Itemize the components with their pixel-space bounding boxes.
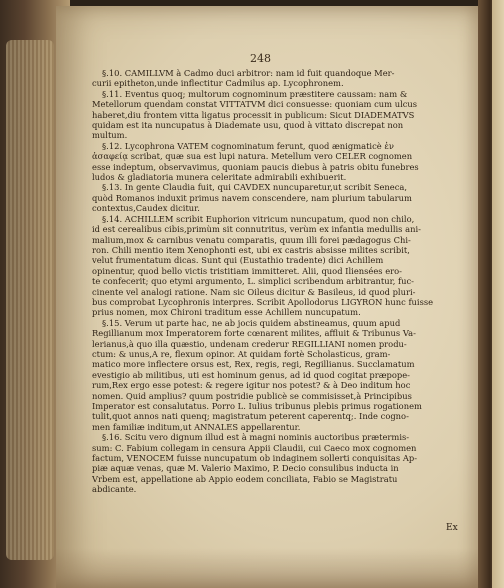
- text-line: opinentur, quod bello victis tristitiam immitteret. Alii, quod Iliensées ero-: [92, 265, 402, 276]
- next-page-edge: [492, 0, 504, 588]
- text-line: velut frumentatum dicas. Sunt qui (Eustathio tradente) dici Achillem: [92, 255, 384, 266]
- text-line: tulit,quot annos nati quenq; magistratum peterent caperentq;. Inde cogno-: [92, 411, 409, 422]
- text-line: §.13. In gente Claudia fuit, qui CAVDEX nuncuparetur,ut scribit Seneca,: [102, 182, 408, 193]
- page-number: 248: [250, 52, 271, 65]
- text-line: sum: C. Fabium collegam in censura Appii Claudii, cui Caeco mox cognomen: [92, 442, 417, 453]
- text-line: malium,mox & carnibus venatu comparatis, quum illi forei pædagogus Chi-: [92, 234, 411, 245]
- text-line: Imperator est consalutatus. Porro L. Iulius tribunus plebis primus rogationem: [92, 401, 422, 411]
- text-line: abdicante.: [92, 484, 137, 495]
- text-line: §.11. Eventus quoq; multorum cognominum præstitere caussam: nam &: [102, 88, 408, 99]
- catchword: Ex: [446, 523, 458, 533]
- text-line: §.10. CAMILLVM à Cadmo duci arbitror: nam id fuit quandoque Mer-: [102, 68, 395, 78]
- text-line: §.15. Verum ut parte hac, ne ab jocis quidem abstineamus, quum apud: [102, 317, 401, 328]
- text-line: ctum: & unus,A re, flexum opinor. At quidam fortè Scholasticus, gram-: [92, 348, 391, 359]
- text-line: cinente vel analogi ratione. Nam sic Oileus dicitur & Basileus, id quod pluri-: [92, 286, 416, 297]
- text-line: haberet,diu frontem vitta ligatus processit in publicum: Sicut DIADEMATVS: [92, 109, 415, 120]
- text-line: quòd Romanos induxit primus navem conscendere, nam plurium tabularum: [92, 192, 412, 203]
- text-line: men familiæ inditum,ut ANNALES appellarentur.: [92, 421, 301, 432]
- text-line: te confecerit; quo etymi argumento, L. simplici scribendum arbitrantur, fuc-: [92, 276, 414, 287]
- text-line: esse indeptum, observavimus, quoniam paucis diebus à patris obitu funebres: [92, 161, 419, 172]
- text-line: multum.: [92, 130, 128, 141]
- text-line: matico more inflectere orsus est, Rex, regis, regi, Regillianus. Succlamatum: [92, 359, 415, 370]
- page-text: [92, 68, 470, 495]
- text-line: rum,Rex ergo esse potest: & regere igitur nos potest? & à Deo inditum hoc: [92, 380, 411, 391]
- text-line: nomen. Quid amplius? quum postridie publicè se commisisset,à Principibus: [92, 390, 412, 401]
- text-line: evestigio ab militibus, uti est hominum genus, ad id quod cogitat præpope-: [92, 369, 410, 380]
- text-line: ludos & gladiatoria munera celeritate admirabili exhibuerit.: [92, 172, 347, 183]
- text-line: piæ aquæ venas, quæ M. Valerio Maximo, P. Decio consulibus inducta in: [92, 463, 399, 474]
- text-line: ἀσαφείᾳ scribat, quæ sua est lupi natura. Metellum vero CELER cognomen: [92, 151, 413, 162]
- text-line: bus comprobat Lycophronis interpres. Scribit Apollodorus LIGYRON hunc fuisse: [92, 296, 434, 307]
- text-line: Regillianum mox Imperatorem forte cœnarent milites, affluit & Tribunus Va-: [92, 328, 416, 339]
- text-line: factum, VENOCEM fuisse nuncupatum ob indaginem sollerti conquisitas Ap-: [92, 453, 418, 464]
- text-line: contextus,Caudex dicitur.: [92, 203, 200, 214]
- text-line: id est cerealibus cibis,primùm sit connutritus, verùm ex infantia medullis ani-: [92, 224, 421, 235]
- text-line: Metellorum quendam constat VITTATVM dici consuesse: quoniam cum ulcus: [92, 99, 418, 110]
- text-line: curii epitheton,unde inflectitur Cadmilus ap. Lycophronem.: [92, 78, 344, 89]
- text-line: prius nomen, mox Chironi traditum esse Achillem nuncupatum.: [92, 307, 361, 318]
- text-line: quidam est ita nuncupatus à Diademate usu, quod à vittato discrepat non: [92, 120, 404, 131]
- text-line: §.16. Scitu vero dignum illud est à magni nominis auctoribus prætermis-: [102, 432, 410, 443]
- page-edges: [6, 40, 54, 560]
- text-line: lerianus,à quo illa quæstio, undenam crederur REGILLIANI nomen produ-: [92, 338, 407, 349]
- text-line: Vrbem est, appellatione ab Appio eodem conciliata, Fabio se Magistratu: [92, 473, 398, 484]
- text-line: §.14. ACHILLEM scribit Euphorion vitricum nuncupatum, quod non chilo,: [102, 213, 415, 224]
- text-line: ron. Chili mentio item Xenophonti est, ubi ex castris absisse milites scribit,: [92, 244, 410, 255]
- text-line: §.12. Lycophrona VATEM cognominatum ferunt, quod ænigmaticè ἐν: [102, 140, 394, 151]
